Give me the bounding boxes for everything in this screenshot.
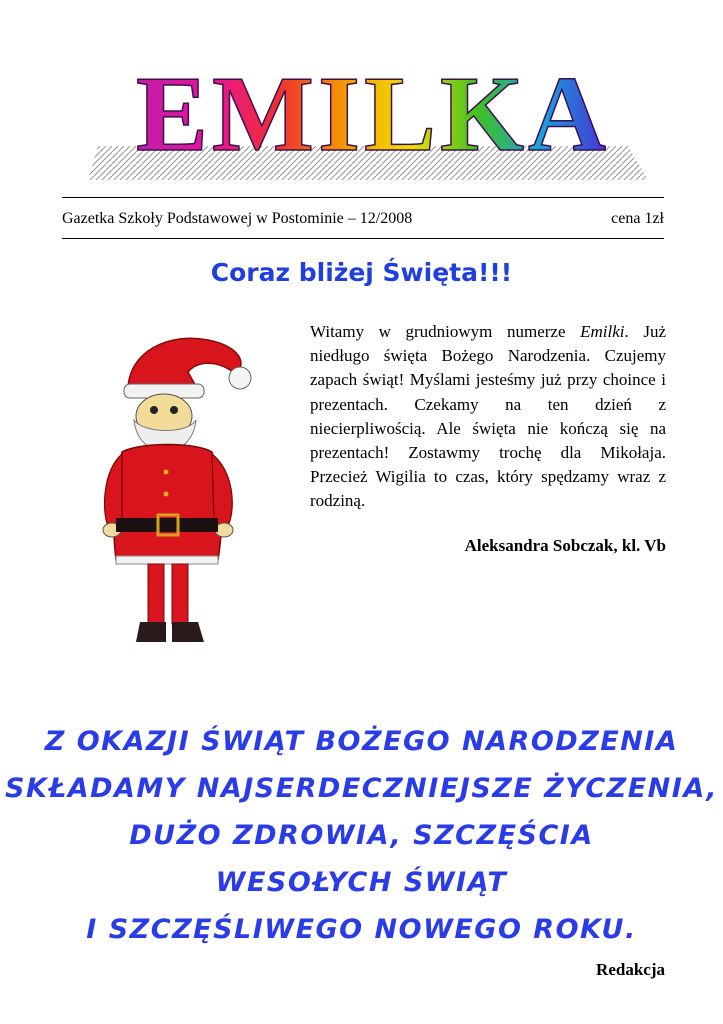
header-rule-bottom [62,238,664,239]
article-body [310,320,666,514]
article-text-intro: Witamy w grudniowym numerze [310,322,581,341]
wishes-line-2: SKŁADAMY NAJSERDECZNIEJSZE ŻYCZENIA, [5,773,718,804]
issue-line [62,210,664,228]
wishes-line-1: Z OKAZJI ŚWIĄT BOŻEGO NARODZENIA [44,726,679,757]
article-headline: Coraz bliżej Święta!!! [210,258,513,287]
holiday-wishes [0,718,723,953]
price: cena 1zł [611,210,664,227]
masthead-logo [88,38,658,186]
wishes-line-3: DUŻO ZDROWIA, SZCZĘŚCIA [129,820,594,851]
article-text-rest: . Już niedługo święta Bożego Narodzenia. Czujemy zapach świąt! Myślami jesteśmy już przy choince i prezentach. Czekamy na ten dzień z niecierpliwością. Ale święta nie kończą się na prezentach! Zostawmy trochę dla Mikołaja. Przecież Wigilia to czas, który spędzamy wraz z rodziną. [310,322,666,511]
santa-drawing [88,312,288,657]
article-text-emphasis: Emilki [580,322,625,341]
header-rule-top [62,197,664,198]
article-author: Aleksandra Sobczak, kl. Vb [464,536,666,555]
publication-info: Gazetka Szkoły Podstawowej w Postominie – 12/2008 [62,210,413,227]
signature: Redakcja [596,960,665,979]
logo-title: EMILKA [135,55,611,174]
wishes-line-4: WESOŁYCH ŚWIĄT [215,867,508,898]
wishes-line-5: I SZCZĘŚLIWEGO NOWEGO ROKU. [86,914,637,945]
